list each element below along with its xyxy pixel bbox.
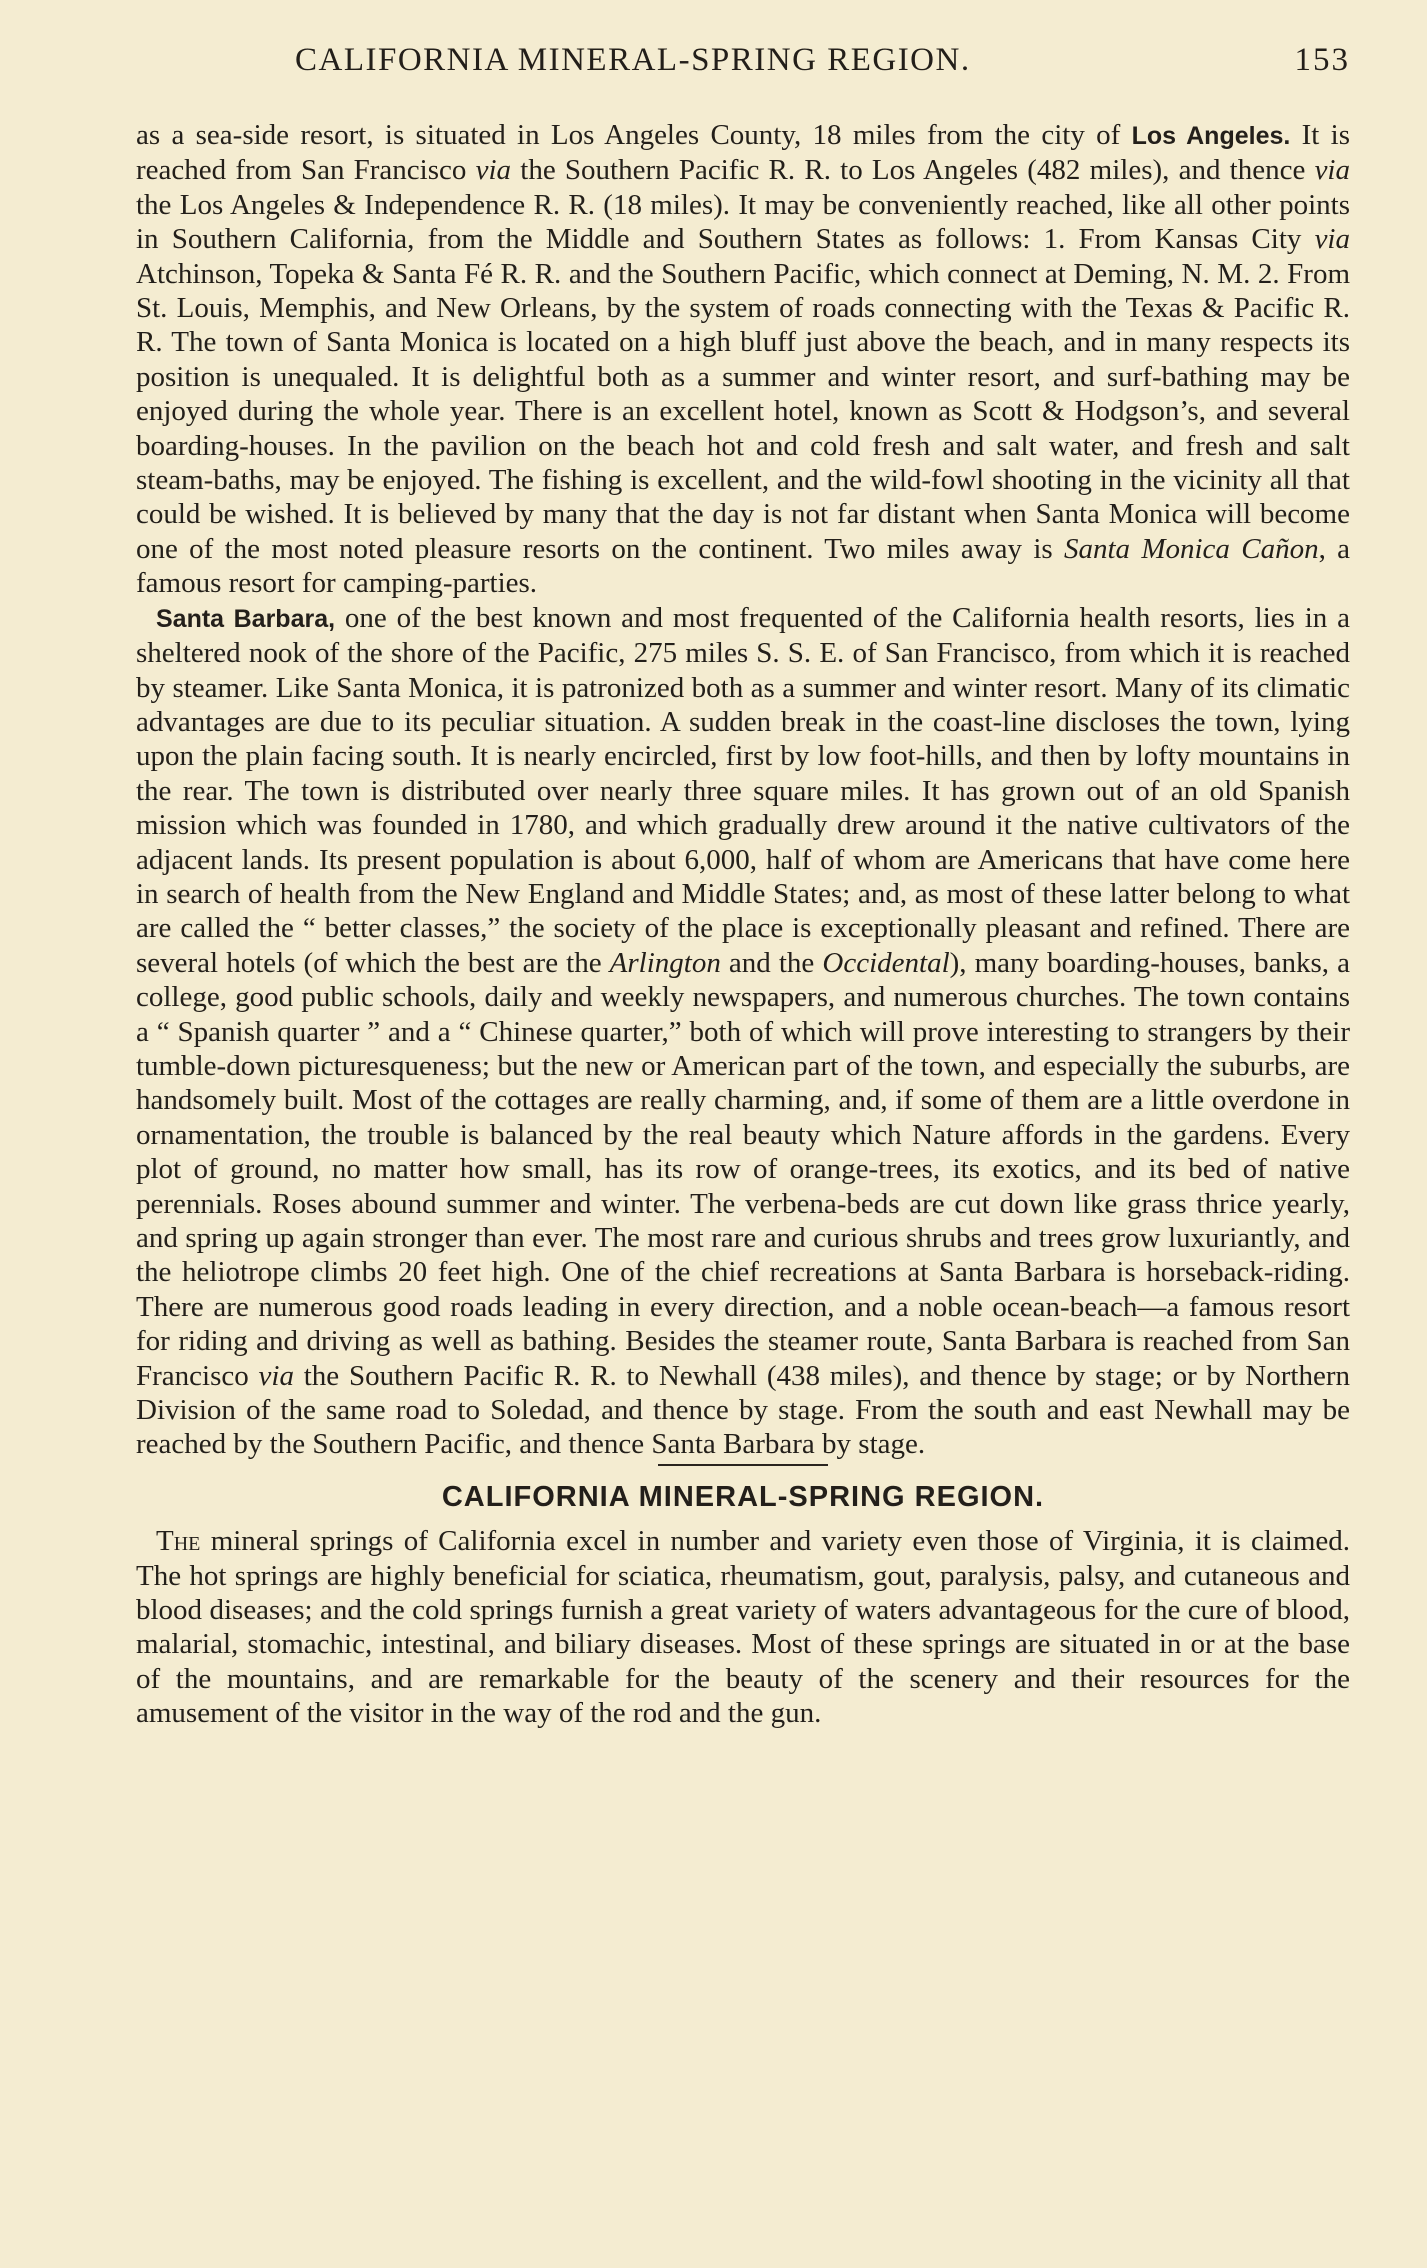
- paragraph-santa-monica: [136, 118, 1350, 601]
- text-run: ), many boarding-houses, banks, a college, good public schools, daily and weekly newspapers, and numerous churches. The town contains a “ Spanish quarter ” and a “ Chinese quarter,” both of which will prove interesting to strangers by their tumble-down picturesqueness; but the new or American part of the town, and especially the suburbs, are handsomely built. Most of the cottages are really charming, and, if some of them are a little overdone in ornamentation, the trouble is balanced by the real beauty which Nature affords in the gardens. Every plot of ground, no matter how small, has its row of orange-trees, its exotics, and its bed of native perennials. Roses abound summer and winter. The verbena-beds are cut down like grass thrice yearly, and spring up again stronger than ever. The most rare and curious shrubs and trees grow luxuriantly, and the heliotrope climbs 20 feet high. One of the chief recreations at Santa Barbara is horseback-riding. There are numerous good roads leading in every direction, and a noble ocean-beach—a famous resort for riding and driving as well as bathing. Besides the steamer route, Santa Barbara is reached from San Francisco: [136, 946, 1350, 1392]
- text-run: It is reached from San Francisco: [136, 119, 1350, 187]
- section-heading: CALIFORNIA MINERAL-SPRING REGION.: [441, 1480, 1045, 1513]
- paragraph-mineral-springs: [136, 1524, 1350, 1730]
- italic-run: Occidental: [822, 946, 950, 979]
- italic-run: via: [1314, 223, 1350, 256]
- text-run: as a sea-side resort, is situated in Los Angeles County, 18 miles from the city of: [136, 119, 1132, 151]
- text-run: the Southern Pacific R. R. to Los Angeles (482 miles), and thence: [511, 154, 1315, 187]
- bold-run: Santa Barbara,: [156, 604, 336, 633]
- text-run: , a famous resort for camping-parties.: [136, 532, 1350, 600]
- text-run: Atchinson, Topeka & Santa Fé R. R. and the Southern Pacific, which connect at Deming, N. M. 2. From St. Louis, Memphis, and New Orleans, by the system of roads connecting with the Texas & Pacific R. R. The town of Santa Monica is located on a high bluff just above the beach, and in many respects its position is unequaled. It is delightful both as a summer and winter resort, and surf-bathing may be enjoyed during the whole year. There is an excellent hotel, known as Scott & Hodgson’s, and several boarding-houses. In the pavilion on the beach hot and cold fresh and salt water, and fresh and salt steam-baths, may be enjoyed. The fishing is excellent, and the wild-fowl shooting in the vicinity all that could be wished. It is believed by many that the day is not far distant when Santa Monica will become one of the most noted pleasure resorts on the continent. Two miles away is: [136, 257, 1350, 565]
- paragraph-text: mineral springs of California excel in number and variety even those of Virginia, it is claimed. The hot springs are highly beneficial for sciatica, rheumatism, gout, paralysis, palsy, and cutaneous and blood diseases; and the cold springs furnish a great variety of waters advantageous for the cure of blood, malarial, stomachic, intestinal, and biliary diseases. Most of these springs are situated in or at the base of the mountains, and are remarkable for the beauty of the scenery and their resources for the amusement of the visitor in the way of the rod and the gun.: [136, 1525, 1350, 1730]
- body-text: [136, 118, 1350, 1731]
- italic-run: Arlington: [609, 946, 721, 979]
- running-title: CALIFORNIA MINERAL-SPRING REGION.: [295, 42, 971, 78]
- italic-run: via: [475, 154, 512, 187]
- text-run: the Los Angeles & Independence R. R. (18 miles). It may be conveniently reached, like all other points in Southern California, from the Middle and Southern States as follows: 1. From Kansas City: [136, 188, 1350, 256]
- text-run: the Southern Pacific R. R. to Newhall (438 miles), and thence by stage; or by Northern Division of the same road to Soledad, and thence by stage. From the south and east Newhall may be reached by the Southern Pacific, and thence Santa Barbara by stage.: [136, 1359, 1350, 1461]
- text-run: and the: [720, 946, 823, 979]
- running-head: [135, 42, 1350, 92]
- page-number: 153: [1294, 42, 1350, 78]
- text-run: one of the best known and most frequented of the California health resorts, lies in a sheltered nook of the shore of the Pacific, 275 miles S. S. E. of San Francisco, from which it is reached by steamer. Like Santa Monica, it is patronized both as a summer and winter resort. Many of its climatic advantages are due to its peculiar situation. A sudden break in the coast-line discloses the town, lying upon the plain facing south. It is nearly encircled, first by low foot-hills, and then by lofty mountains in the rear. The town is distributed over nearly three square miles. It has grown out of an old Spanish mission which was founded in 1780, and which gradually drew around it the native cultivators of the adjacent lands. Its present population is about 6,000, half of whom are Americans that have come here in search of health from the New England and Middle States; and, as most of these latter belong to what are called the “ better classes,” the society of the place is exceptionally pleasant and refined. There are several hotels (of which the best are the: [136, 601, 1350, 979]
- paragraph-santa-barbara: [136, 601, 1350, 1462]
- bold-run: Los Angeles.: [1131, 122, 1291, 150]
- italic-run: Santa Monica Cañon: [1063, 532, 1319, 565]
- lead-word: The: [156, 1525, 201, 1558]
- italic-run: via: [1314, 154, 1350, 187]
- section-divider: [658, 1464, 828, 1466]
- italic-run: via: [258, 1359, 294, 1392]
